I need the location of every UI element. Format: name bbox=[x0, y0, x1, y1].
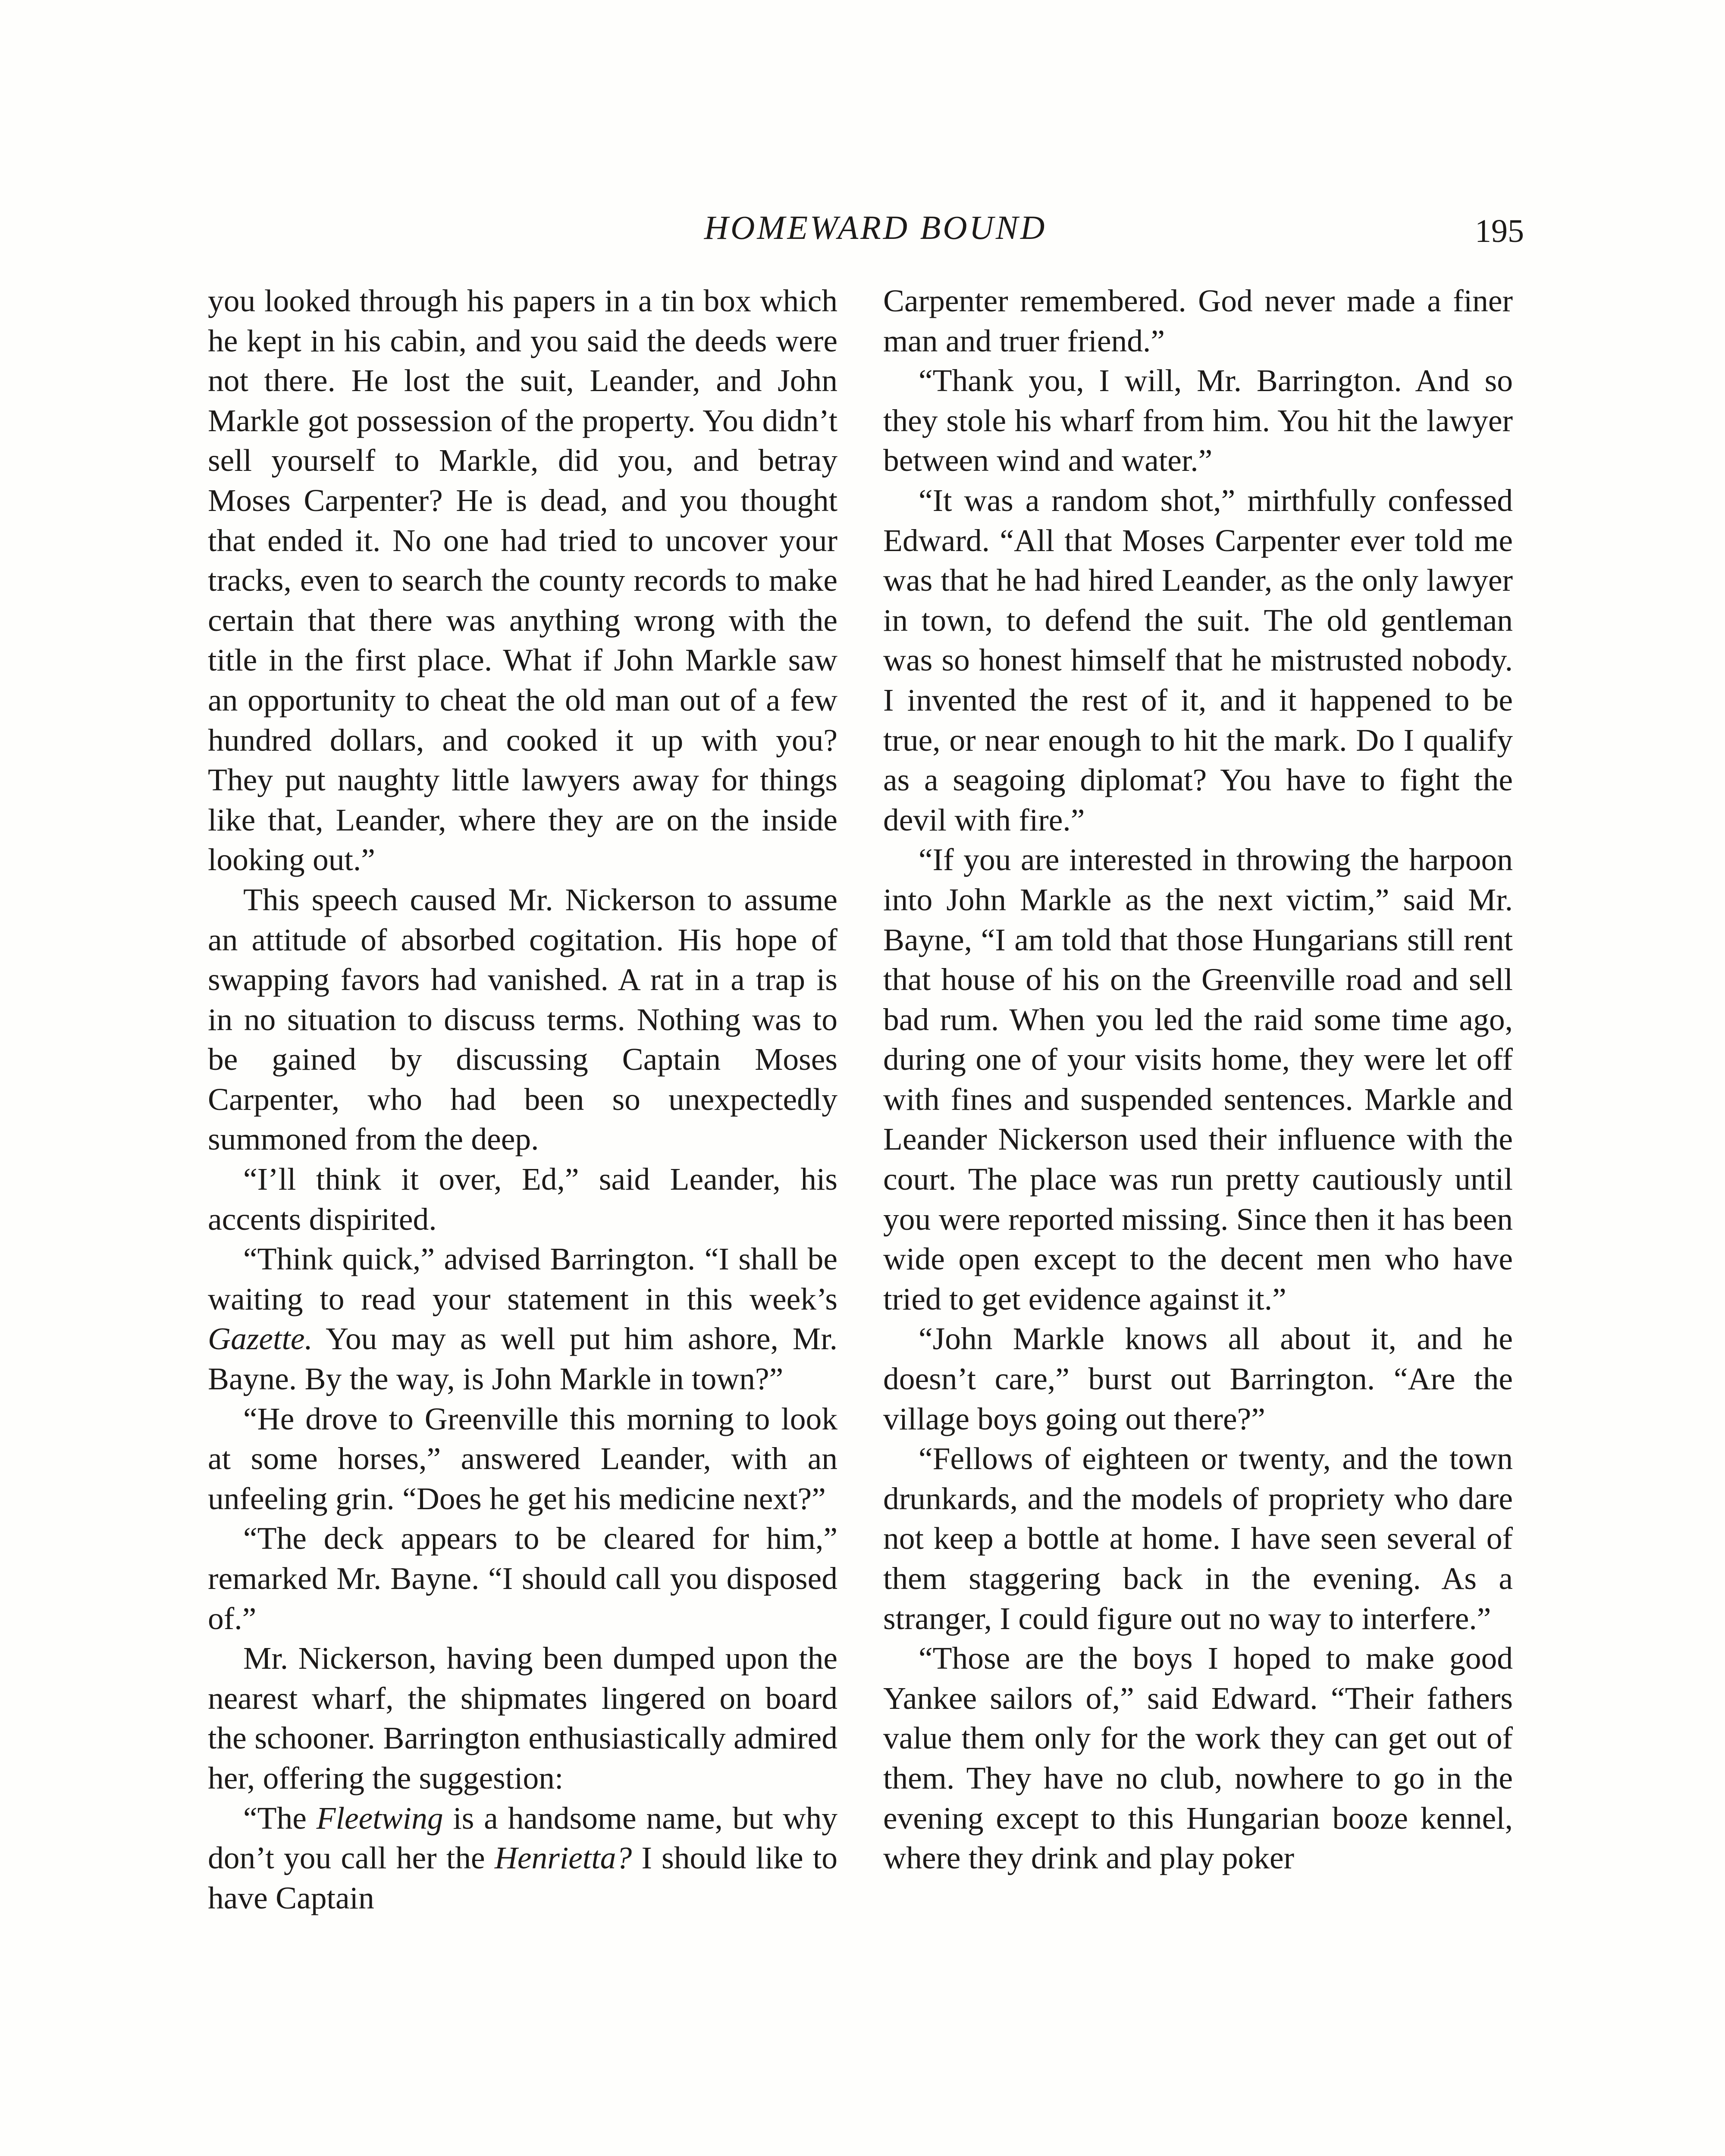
paragraph: Mr. Nickerson, having been dumped upon the nearest wharf, the shipmates lingered on board the schooner. Barrington enthusiastically admired her, offering the suggestion: bbox=[208, 1641, 837, 1796]
text-run: is a handsome name, but why don’t you call her the bbox=[208, 1800, 837, 1876]
paragraph: “He drove to Greenville this morning to look at some horses,” answered Leander, with an unfeeling grin. “Does he get his medicine next?” bbox=[208, 1401, 837, 1516]
paragraph: “I’ll think it over, Ed,” said Leander, his accents dispirited. bbox=[208, 1162, 837, 1237]
text-run: You may as well put him ashore, Mr. Bayne. By the way, is John Markle in town?” bbox=[208, 1321, 837, 1397]
italic-ship-name: Fleetwing bbox=[316, 1800, 443, 1836]
italic-ship-name: Henrietta? bbox=[494, 1840, 632, 1876]
right-column bbox=[883, 281, 1513, 1878]
paragraph: you looked through his papers in a tin box which he kept in his cabin, and you said the deeds were not there. He lost the suit, Leander, and John Markle got possession of the property. You didn’t sell yourself to Markle, did you, and betray Moses Carpenter? He is dead, and you thought that ended it. No one had tried to uncover your tracks, even to search the county records to make certain that there was anything wrong with the title in the first place. What if John Markle saw an opportunity to cheat the old man out of a few hundred dollars, and cooked it up with you? They put naughty little lawyers away for things like that, Leander, where they are on the inside looking out.” bbox=[208, 283, 837, 877]
page-number: 195 bbox=[1475, 213, 1524, 249]
paragraph: “John Markle knows all about it, and he doesn’t care,” burst out Barrington. “Are the village boys going out there?” bbox=[883, 1321, 1513, 1436]
running-title: HOMEWARD BOUND bbox=[704, 209, 1047, 246]
paragraph: This speech caused Mr. Nickerson to assume an attitude of absorbed cogitation. His hope of swapping favors had vanished. A rat in a trap is in no situation to discuss terms. Nothing was to be gained by discussing Captain Moses Carpenter, who had been so unexpectedly summoned from the deep. bbox=[208, 882, 837, 1157]
left-column bbox=[208, 281, 837, 1918]
paragraph: Carpenter remembered. God never made a finer man and truer friend.” bbox=[883, 283, 1513, 358]
paragraph bbox=[208, 1239, 837, 1399]
italic-title: Gazette. bbox=[208, 1321, 313, 1357]
paragraph: “The deck appears to be cleared for him,” remarked Mr. Bayne. “I should call you disposed of.” bbox=[208, 1521, 837, 1636]
paragraph: “Fellows of eighteen or twenty, and the town drunkards, and the models of propriety who dare not keep a bottle at home. I have seen several of them staggering back in the evening. As a stranger, I could figure out no way to interfere.” bbox=[883, 1441, 1513, 1636]
text-run: “The bbox=[243, 1800, 317, 1836]
paragraph: “If you are interested in throwing the harpoon into John Markle as the next victim,” said Mr. Bayne, “I am told that those Hungarians still rent that house of his on the Greenville road and sell bad rum. When you led the raid some time ago, during one of your visits home, they were let off with fines and suspended sentences. Markle and Leander Nickerson used their influence with the court. The place was run pretty cautiously until you were reported missing. Since then it has been wide open except to the decent men who have tried to get evidence against it.” bbox=[883, 842, 1513, 1316]
paragraph: “Thank you, I will, Mr. Barrington. And so they stole his wharf from him. You hit the lawyer between wind and water.” bbox=[883, 363, 1513, 478]
paragraph: “Those are the boys I hoped to make good Yankee sailors of,” said Edward. “Their fathers value them only for the work they can get out of them. They have no club, nowhere to go in the evening except to this Hungarian booze kennel, where they drink and play poker bbox=[883, 1641, 1513, 1876]
text-run: I should like to have Captain bbox=[208, 1840, 837, 1915]
text-run: “Think quick,” advised Barrington. “I shall be waiting to read your statement in this week’s bbox=[208, 1241, 837, 1316]
paragraph: “It was a random shot,” mirthfully confessed Edward. “All that Moses Carpenter ever told me was that he had hired Leander, as the only lawyer in town, to defend the suit. The old gentleman was so honest himself that he mistrusted nobody. I invented the rest of it, and it happened to be true, or near enough to hit the mark. Do I qualify as a seagoing diplomat? You have to fight the devil with fire.” bbox=[883, 483, 1513, 837]
paragraph bbox=[208, 1799, 837, 1918]
